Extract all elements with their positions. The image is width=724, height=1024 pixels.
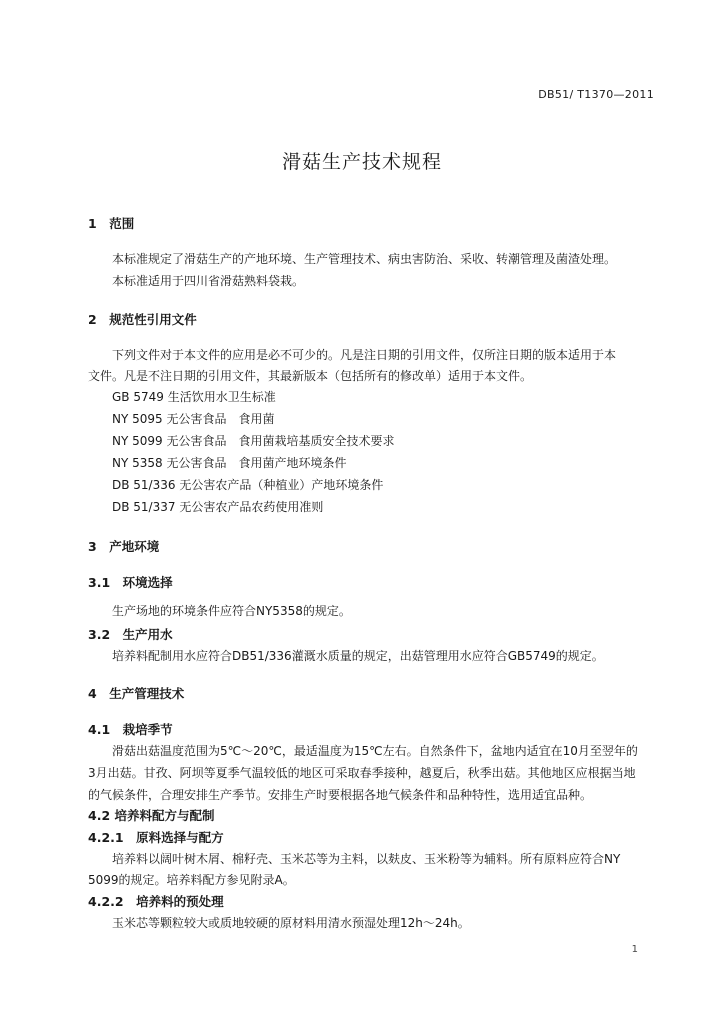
section-4-1-line-3: 的气候条件，合理安排生产季节。安排生产时要根据各地气候条件和品种特性，选用适宜品种。: [88, 788, 593, 802]
section-4-2-1-line-2: 5099的规定。培养料配方参见附录A。: [88, 873, 295, 887]
reference-item: GB 5749 生活饮用水卫生标准: [112, 390, 276, 404]
page-number: 1: [631, 944, 638, 955]
reference-item: NY 5358 无公害食品 食用菌产地环境条件: [112, 456, 347, 470]
section-3-1-heading: 3.1 环境选择: [88, 575, 173, 590]
section-1-paragraph-1: 本标准规定了滑菇生产的产地环境、生产管理技术、病虫害防治、采收、转潮管理及菌渣处理。: [112, 252, 617, 266]
section-1-paragraph-2: 本标准适用于四川省滑菇熟料袋栽。: [112, 274, 305, 288]
reference-item: NY 5095 无公害食品 食用菌: [112, 412, 275, 426]
section-4-2-heading: 4.2 培养料配方与配制: [88, 808, 215, 823]
section-3-2-text: 培养料配制用水应符合DB51/336灌溉水质量的规定，出菇管理用水应符合GB5749的规定。: [112, 649, 604, 663]
section-3-heading: 3 产地环境: [88, 539, 160, 554]
section-4-1-heading: 4.1 栽培季节: [88, 722, 173, 737]
reference-item: DB 51/336 无公害农产品（种植业）产地环境条件: [112, 478, 384, 492]
section-4-2-2-text: 玉米芯等颗粒较大或质地较硬的原材料用清水预湿处理12h～24h。: [112, 916, 470, 930]
section-3-1-text: 生产场地的环境条件应符合NY5358的规定。: [112, 604, 351, 618]
section-4-1-line-1: 滑菇出菇温度范围为5℃～20℃，最适温度为15℃左右。自然条件下，盆地内适宜在10月至翌年的: [112, 744, 638, 758]
section-2-heading: 2 规范性引用文件: [88, 312, 197, 327]
section-4-2-1-heading: 4.2.1 原料选择与配方: [88, 830, 224, 845]
document-title: 滑菇生产技术规程: [281, 151, 442, 173]
section-4-2-2-heading: 4.2.2 培养料的预处理: [88, 894, 224, 909]
section-4-heading: 4 生产管理技术: [88, 686, 185, 701]
section-4-1-line-2: 3月出菇。甘孜、阿坝等夏季气温较低的地区可采取春季接种，越夏后，秋季出菇。其他地区应根据当地: [88, 766, 636, 780]
section-2-paragraph-line-1: 下列文件对于本文件的应用是必不可少的。凡是注日期的引用文件，仅所注日期的版本适用于本: [112, 348, 617, 362]
section-4-2-1-line-1: 培养料以阔叶树木屑、棉籽壳、玉米芯等为主料，以麸皮、玉米粉等为辅料。所有原料应符合NY: [112, 852, 621, 866]
section-3-2-heading: 3.2 生产用水: [88, 627, 173, 642]
section-2-paragraph-line-2: 文件。凡是不注日期的引用文件，其最新版本（包括所有的修改单）适用于本文件。: [88, 369, 533, 383]
standard-code: DB51/ T1370—2011: [538, 88, 654, 101]
reference-item: NY 5099 无公害食品 食用菌栽培基质安全技术要求: [112, 434, 395, 448]
reference-item: DB 51/337 无公害农产品农药使用准则: [112, 500, 324, 514]
section-1-heading: 1 范围: [88, 216, 135, 231]
